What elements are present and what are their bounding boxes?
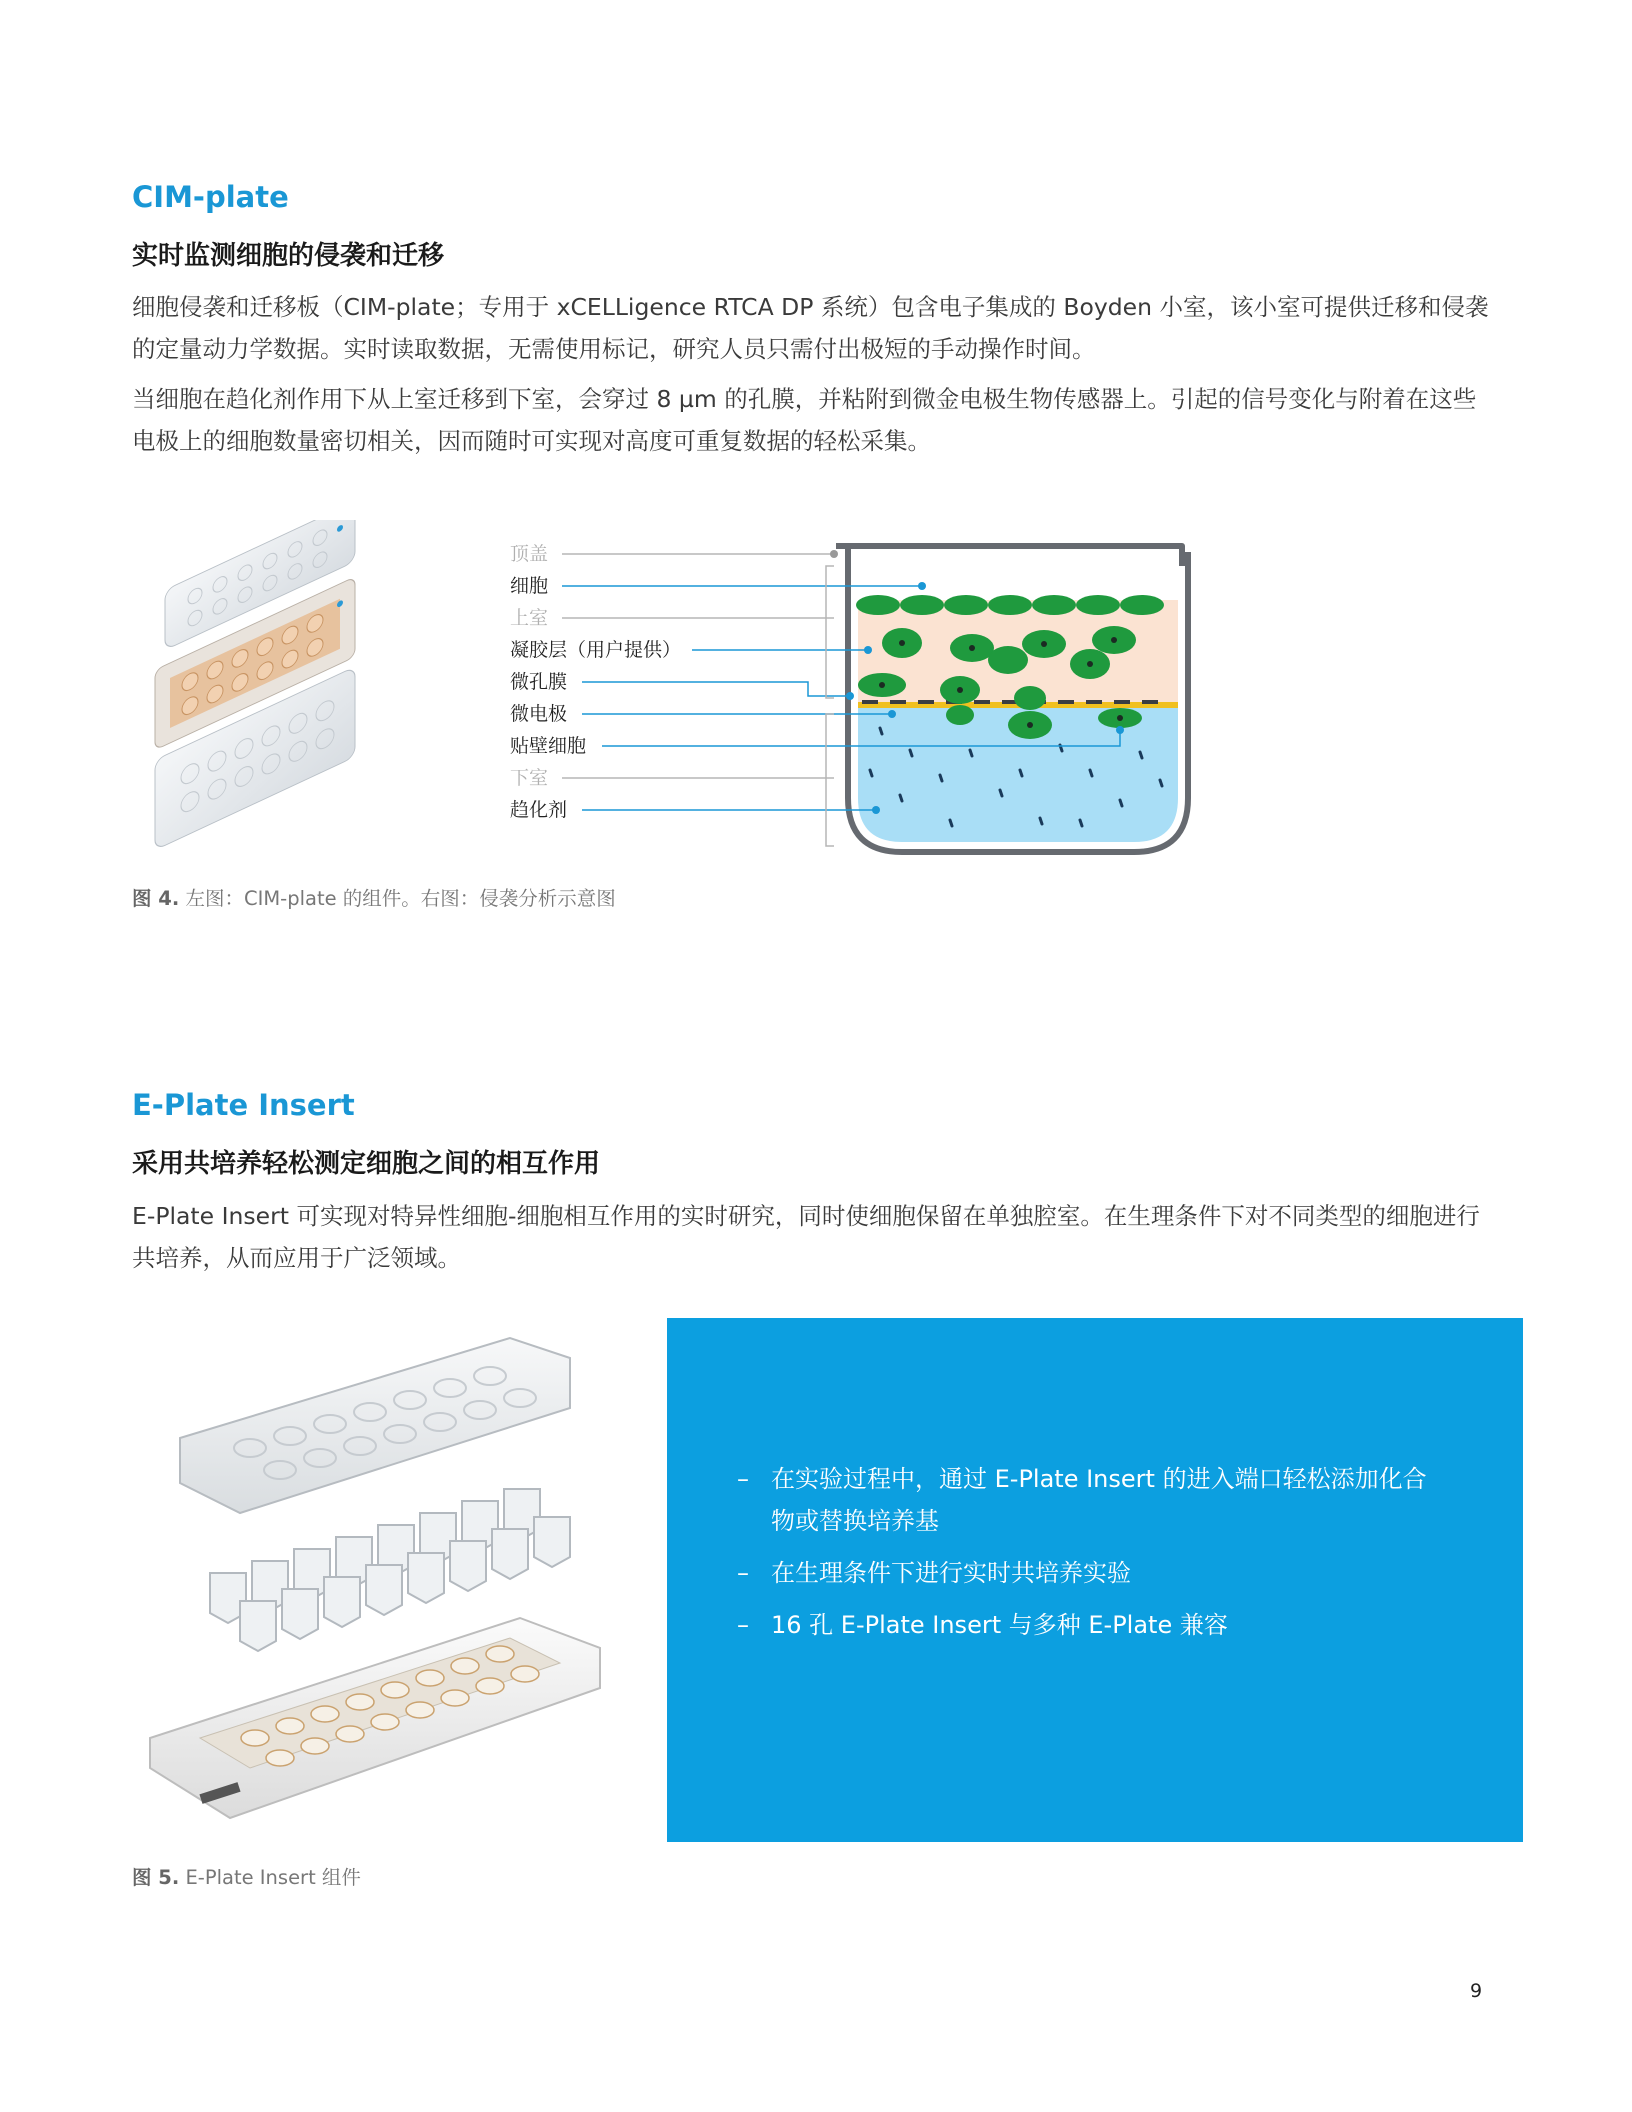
e-plate-insert-paragraph: E-Plate Insert 可实现对特异性细胞-细胞相互作用的实时研究，同时使细胞保留在单独腔室。在生理条件下对不同类型的细胞进行共培养，从而应用于广泛领域。 <box>132 1202 1480 1272</box>
section-title-e-plate-insert: E-Plate Insert <box>132 1088 355 1122</box>
label-chemoattractant: 趋化剂 <box>510 799 568 821</box>
page-number: 9 <box>1470 1980 1483 2002</box>
invasion-assay-diagram <box>500 530 1200 860</box>
section-subtitle-cim-plate: 实时监测细胞的侵袭和迁移 <box>132 241 445 271</box>
label-lid: 顶盖 <box>510 543 549 565</box>
cim-plate-paragraph-1: 细胞侵袭和迁移板（CIM-plate；专用于 xCELLigence RTCA DP 系统）包含电子集成的 Boyden 小室，该小室可提供迁移和侵袭的定量动力学数据。实时读取数据，无需使用标记，研究人员只需付出极短的手动操作时间。 <box>132 293 1489 363</box>
figure-5-text: E-Plate Insert 组件 <box>185 1866 361 1889</box>
feature-bullet-2: – 在生理条件下进行实时共培养实验 <box>737 1552 1443 1594</box>
label-microporous-membrane: 微孔膜 <box>510 671 568 693</box>
feature-bullet-3-text: 16 孔 E-Plate Insert 与多种 E-Plate 兼容 <box>771 1611 1228 1639</box>
e-plate-insert-photo <box>140 1318 630 1838</box>
feature-bullet-1-text: 在实验过程中，通过 E-Plate Insert 的进入端口轻松添加化合物或替换培养基 <box>771 1465 1427 1535</box>
label-cells: 细胞 <box>510 575 549 597</box>
label-lower-chamber: 下室 <box>510 767 549 789</box>
section-subtitle-e-plate-insert: 采用共培养轻松测定细胞之间的相互作用 <box>132 1149 601 1179</box>
feature-bullet-3: – 16 孔 E-Plate Insert 与多种 E-Plate 兼容 <box>737 1604 1443 1646</box>
section-title-cim-plate: CIM-plate <box>132 180 289 214</box>
label-upper-chamber: 上室 <box>510 607 549 629</box>
feature-bullet-1: – 在实验过程中，通过 E-Plate Insert 的进入端口轻松添加化合物或替换培养基 <box>737 1458 1443 1542</box>
label-adherent-cells: 贴壁细胞 <box>510 735 587 757</box>
figure-5-label: 图 5. <box>132 1866 180 1889</box>
label-gel-layer: 凝胶层（用户提供） <box>510 639 682 661</box>
cim-plate-photo <box>145 520 385 850</box>
feature-highlight-box <box>667 1318 1523 1842</box>
cim-plate-paragraph-2: 当细胞在趋化剂作用下从上室迁移到下室，会穿过 8 µm 的孔膜，并粘附到微金电极生物传感器上。引起的信号变化与附着在这些电极上的细胞数量密切相关，因而随时可实现对高度可重复数据的轻松采集。 <box>132 385 1477 455</box>
figure-5-caption <box>132 1862 361 1890</box>
figure-4-text: 左图：CIM-plate 的组件。右图：侵袭分析示意图 <box>185 887 616 910</box>
figure-4-caption <box>132 883 616 911</box>
feature-bullet-2-text: 在生理条件下进行实时共培养实验 <box>771 1559 1131 1587</box>
label-microelectrode: 微电极 <box>510 703 568 725</box>
figure-4-label: 图 4. <box>132 887 180 910</box>
